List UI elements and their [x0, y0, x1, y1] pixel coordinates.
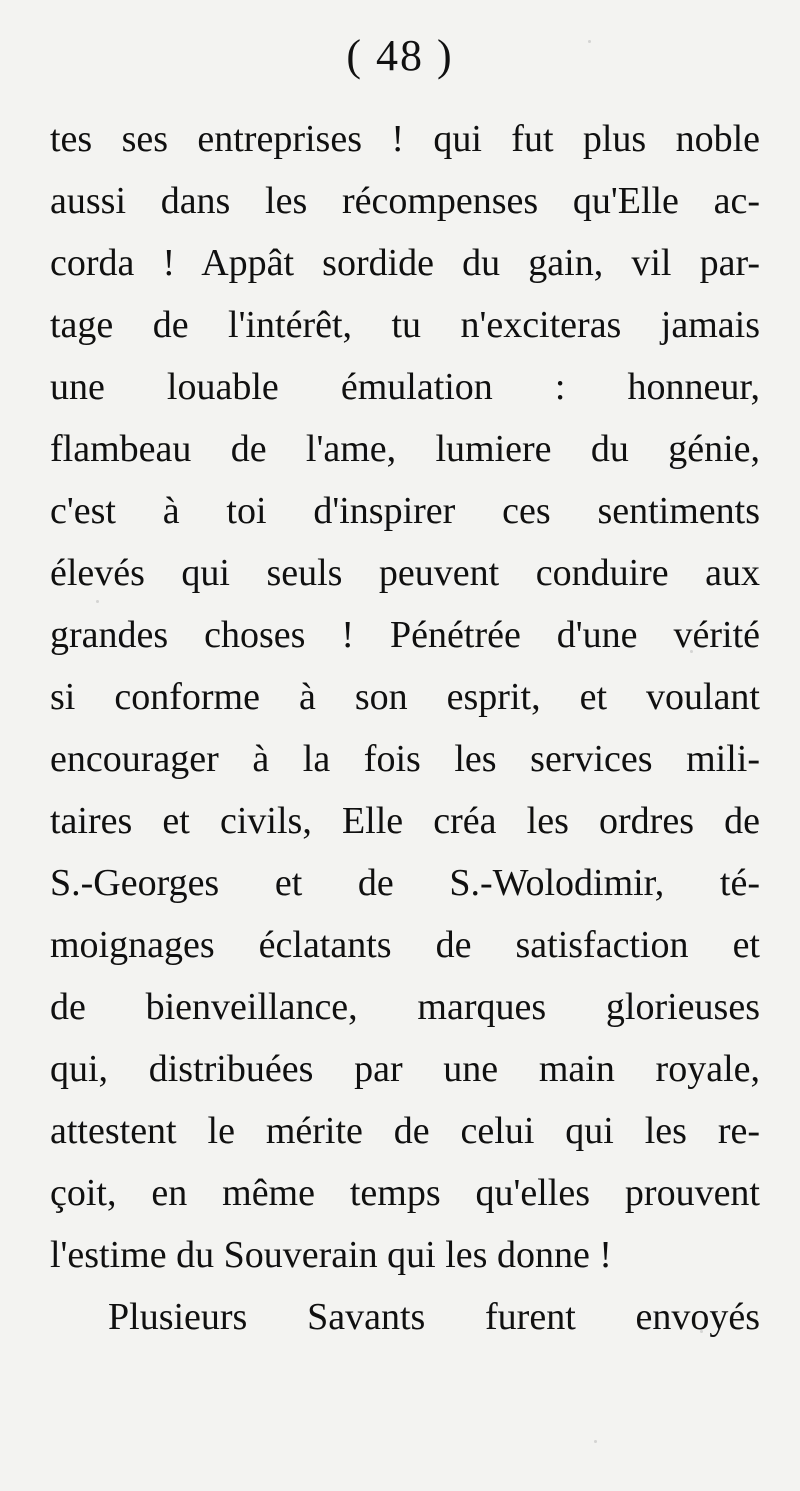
text-line: élevés qui seuls peuvent conduire aux [50, 552, 760, 594]
text-line: une louable émulation : honneur, [50, 366, 760, 408]
text-line: attestent le mérite de celui qui les re- [50, 1110, 760, 1152]
text-line: encourager à la fois les services mili- [50, 738, 760, 780]
text-line: c'est à toi d'inspirer ces sentiments [50, 490, 760, 532]
text-line: flambeau de l'ame, lumiere du génie, [50, 428, 760, 470]
text-line: tage de l'intérêt, tu n'exciteras jamais [50, 304, 760, 346]
page-number: ( 48 ) [346, 31, 454, 80]
paragraph-end-line: l'estime du Souverain qui les donne ! [50, 1234, 612, 1276]
text-line: corda ! Appât sordide du gain, vil par- [50, 242, 760, 284]
text-line: çoit, en même temps qu'elles prouvent [50, 1172, 760, 1214]
paper-speck [594, 1440, 597, 1443]
text-line: qui, distribuées par une main royale, [50, 1048, 760, 1090]
text-line: grandes choses ! Pénétrée d'une vérité [50, 614, 760, 656]
body-text [50, 108, 760, 1348]
text-line: si conforme à son esprit, et voulant [50, 676, 760, 718]
text-line: tes ses entreprises ! qui fut plus noble [50, 118, 760, 160]
text-line: S.-Georges et de S.-Wolodimir, té- [50, 862, 760, 904]
text-line: moignages éclatants de satisfaction et [50, 924, 760, 966]
text-line: de bienveillance, marques glorieuses [50, 986, 760, 1028]
text-line: taires et civils, Elle créa les ordres de [50, 800, 760, 842]
text-line: aussi dans les récompenses qu'Elle ac- [50, 180, 760, 222]
paragraph-start-line: Plusieurs Savants furent envoyés [108, 1296, 760, 1338]
